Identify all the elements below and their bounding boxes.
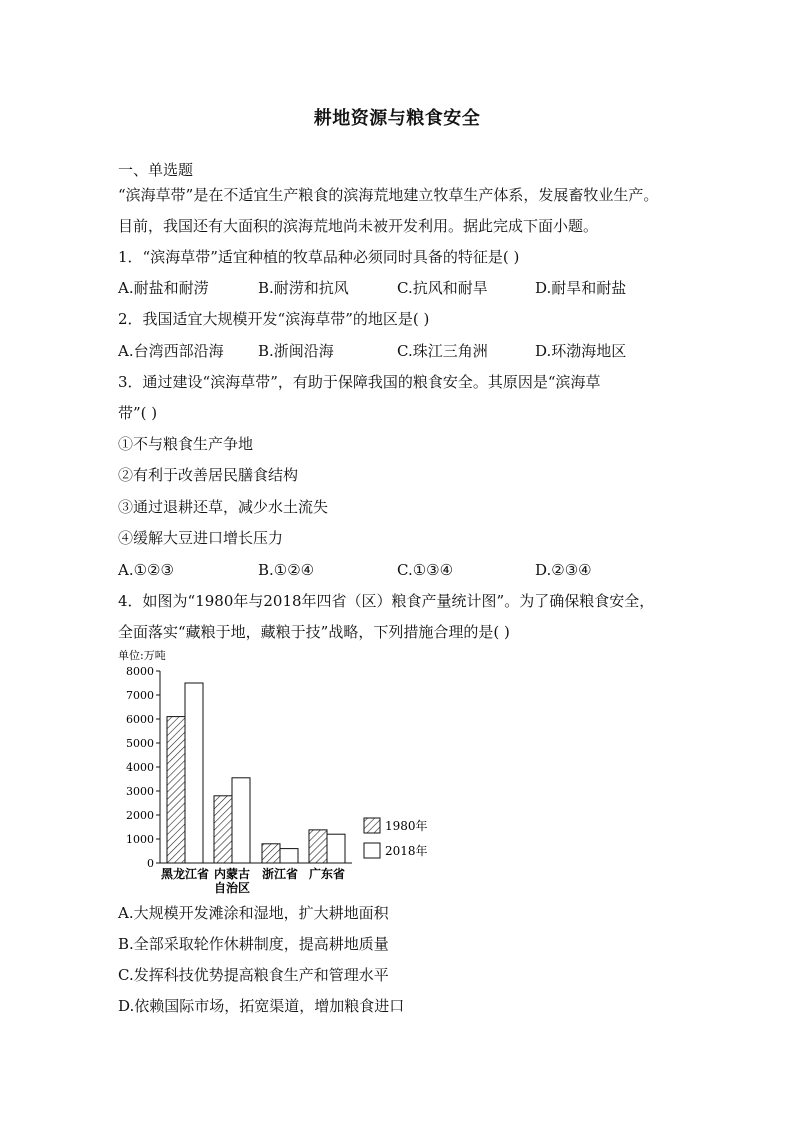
q3-statement-1: ①不与粮食生产争地 — [118, 435, 254, 453]
y-tick-label: 6000 — [126, 713, 154, 726]
intro-line-2: 目前，我国还有大面积的滨海荒地尚未被开发利用。据此完成下面小题。 — [118, 217, 599, 235]
y-tick-label: 5000 — [126, 737, 154, 750]
y-tick-label: 4000 — [126, 761, 154, 774]
question-3-stem-line-2: 带”( ) — [118, 404, 158, 422]
legend-swatch-2018年 — [364, 843, 380, 858]
q2-option-a[interactable]: A.台湾西部沿海 — [118, 342, 224, 360]
x-category-label: 自治区 — [213, 881, 251, 895]
page-title: 耕地资源与粮食安全 — [313, 108, 481, 129]
q3-option-b[interactable]: B.①②④ — [258, 561, 315, 579]
q3-option-d[interactable]: D.②③④ — [535, 561, 592, 579]
legend-swatch-1980年 — [364, 818, 380, 833]
q1-option-d[interactable]: D.耐旱和耐盐 — [535, 279, 627, 297]
bar-2018年-浙江省 — [280, 849, 298, 863]
y-tick-label: 3000 — [126, 785, 154, 798]
y-tick-label: 7000 — [126, 689, 154, 702]
grain-production-chart — [116, 645, 456, 897]
q2-option-c[interactable]: C.珠江三角洲 — [397, 342, 488, 360]
y-tick-label: 0 — [147, 857, 154, 870]
bar-1980年-内蒙古自治区 — [214, 796, 232, 863]
q1-option-a[interactable]: A.耐盐和耐涝 — [118, 279, 209, 297]
q3-statement-3: ③通过退耕还草，减少水土流失 — [118, 498, 329, 516]
q1-option-b[interactable]: B.耐涝和抗风 — [258, 279, 349, 297]
y-tick-label: 8000 — [126, 665, 154, 678]
chart-unit-label: 单位:万吨 — [118, 649, 166, 662]
bar-2018年-黑龙江省 — [185, 683, 203, 863]
y-tick-label: 2000 — [126, 809, 154, 822]
q1-option-c[interactable]: C.抗风和耐旱 — [397, 279, 488, 297]
bar-1980年-浙江省 — [262, 844, 280, 863]
legend-label: 1980年 — [385, 819, 428, 833]
q4-option-b[interactable]: B.全部采取轮作休耕制度，提高耕地质量 — [118, 935, 389, 953]
question-1-stem: 1．“滨海草带”适宜种植的牧草品种必须同时具备的特征是( ) — [118, 248, 520, 266]
bar-1980年-黑龙江省 — [167, 717, 185, 863]
q4-option-a[interactable]: A.大规模开发滩涂和湿地，扩大耕地面积 — [118, 904, 389, 922]
y-tick-label: 1000 — [126, 833, 154, 846]
x-category-label: 黑龙江省 — [160, 867, 210, 881]
x-category-label: 广东省 — [308, 867, 346, 881]
question-4-stem-line-2: 全面落实“藏粮于地，藏粮于技”战略，下列措施合理的是( ) — [118, 623, 510, 641]
q2-option-d[interactable]: D.环渤海地区 — [535, 342, 627, 360]
q3-statement-4: ④缓解大豆进口增长压力 — [118, 529, 284, 547]
q4-option-c[interactable]: C.发挥科技优势提高粮食生产和管理水平 — [118, 966, 389, 984]
q3-statement-2: ②有利于改善居民膳食结构 — [118, 466, 299, 484]
question-3-stem-line-1: 3．通过建设“滨海草带”，有助于保障我国的粮食安全。其原因是“滨海草 — [118, 373, 601, 391]
q3-option-a[interactable]: A.①②③ — [118, 561, 174, 579]
q3-option-c[interactable]: C.①③④ — [397, 561, 454, 579]
bar-2018年-内蒙古自治区 — [232, 778, 250, 863]
section-heading: 一、单选题 — [118, 161, 194, 179]
question-4-stem-line-1: 4．如图为“1980年与2018年四省（区）粮食产量统计图”。为了确保粮食安全， — [118, 592, 655, 610]
x-category-label: 内蒙古 — [213, 867, 251, 881]
bar-2018年-广东省 — [327, 834, 345, 863]
q2-option-b[interactable]: B.浙闽沿海 — [258, 342, 334, 360]
intro-line-1: “滨海草带”是在不适宜生产粮食的滨海荒地建立牧草生产体系，发展畜牧业生产。 — [118, 186, 659, 204]
bar-1980年-广东省 — [309, 830, 327, 863]
q4-option-d[interactable]: D.依赖国际市场，拓宽渠道，增加粮食进口 — [118, 997, 405, 1015]
x-category-label: 浙江省 — [261, 867, 299, 881]
legend-label: 2018年 — [385, 844, 428, 858]
question-2-stem: 2．我国适宜大规模开发“滨海草带”的地区是( ) — [118, 310, 430, 328]
